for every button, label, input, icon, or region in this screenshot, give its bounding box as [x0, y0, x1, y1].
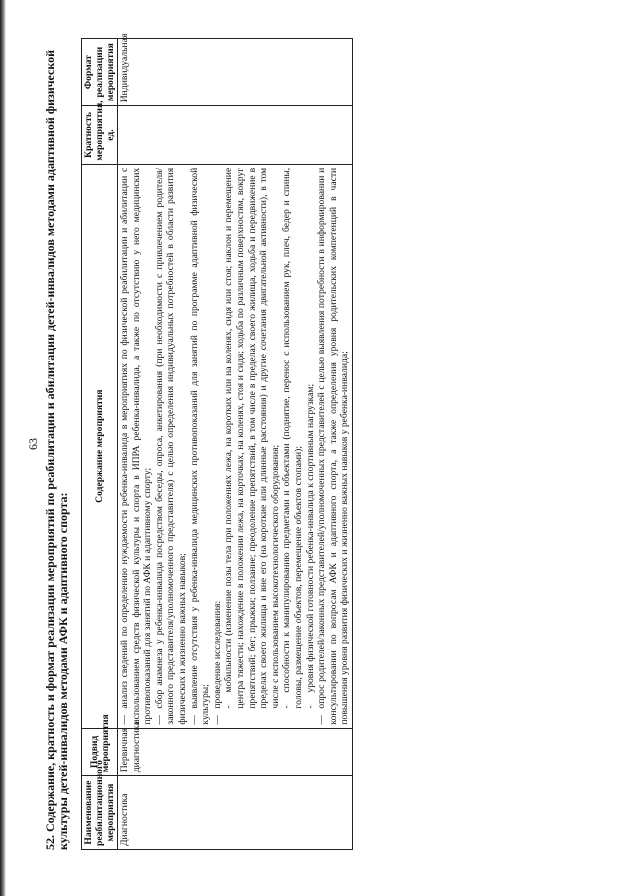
table-header-row	[82, 39, 118, 850]
sub-item: -уровня физической готовности ребенка-инвалида к спортивным нагрузкам;	[304, 383, 316, 709]
content-item: —анализ сведений по определению нуждаемости ребенка-инвалида в мероприятиях по физической реабилитации и абилитации с использованием средств физической культуры и спорта в ИПРА ребенка-инвалида, а также по отсутствию у него медицинских противопоказаний для занятий по АФК и адаптивному спорту;	[119, 167, 154, 725]
header-content: Содержание мероприятия	[82, 164, 118, 728]
content-item: —опрос родителей/законных представителей/уполномоченных представителей с целью выявления потребности в информировании и консультировании по вопросам АФК и адаптивного спорта, а также определения уровня родительских компетенций в части повышения уровня развития физических и жизненно важных навыков у ребенка-инвалида;	[316, 167, 351, 725]
content-item: —проведение исследования:	[211, 600, 223, 725]
table-row	[118, 39, 353, 850]
content-item: —выявление отсутствия у ребенка-инвалида медицинских противопоказаний для занятий по программе адаптивной физической культуры;	[188, 167, 212, 725]
sub-item: -мобильности (изменение позы тела при положениях лежа, на коротких или на коленях, сидя или стоя; наклон и перемещение центра тяжести; нахождение в положении лежа, на корточках, на коленях, стоя и сидя; ходьба по различным поверхностям, вокруг препятствий; бег; прыжки; ползание; преодоление препятствий, в том числе в пределах своего жилища, ходьба и передвижение в пределах своего жилища и вне его (на короткие или длинные расстояния) и другие сочетания двигательной активности), в том числе с использованием высокотехнологического оборудования;	[223, 167, 281, 709]
cell-multiplicity	[118, 106, 353, 165]
content-item: —сбор анамнеза у ребенка-инвалида посредством беседы, опроса, анкетирования (при необходимости с привлечением родителя/законного представителя/уполномоченного представителя) с целью определения индивидуальных потребностей в области развития физических и жизненно важных навыков;	[153, 167, 188, 725]
scan-edge	[0, 0, 6, 896]
rotated-page	[26, 33, 592, 850]
cell-name: Диагностика	[118, 776, 353, 850]
cell-format: Индивидуальная	[118, 39, 353, 106]
header-multiplicity: Кратность мероприятия, ед.	[82, 106, 118, 165]
cell-subtype: Первичная диагностика	[118, 728, 353, 776]
rehab-table	[81, 33, 353, 850]
header-name: Наименование реабилитационного мероприятия	[82, 776, 118, 850]
sub-item: -способности к манипулированию предметами и объектами (поднятие, перенос с использованием рук, плеч, бедер и спины, головы, размещение объектов, перемещение объектов стопами);	[281, 167, 304, 709]
header-format: Формат реализации мероприятия	[82, 39, 118, 106]
header-subtype: Подвид мероприятия	[82, 728, 118, 776]
section-heading: 52. Содержание, кратность и формат реализации мероприятий по реабилитации и абилитации детей-инвалидов методами адаптивной физической культуры детей-инвалидов методами АФК и адаптивного спорта:	[43, 49, 70, 850]
cell-content	[118, 164, 353, 728]
page-number: 63	[26, 438, 40, 450]
